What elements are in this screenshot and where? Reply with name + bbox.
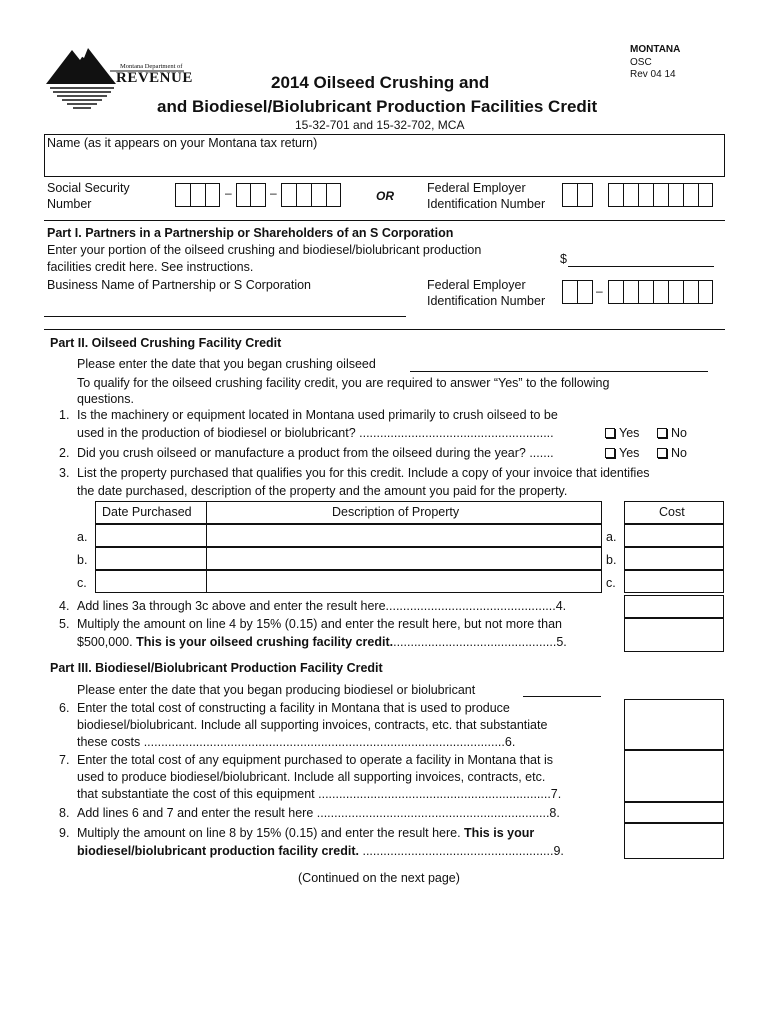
row-a-cost-input[interactable] xyxy=(624,524,724,547)
row-b-description-input[interactable] xyxy=(206,547,602,570)
q1-no-checkbox[interactable] xyxy=(657,426,687,440)
row-c-date-input[interactable] xyxy=(95,570,207,593)
section-divider-1 xyxy=(44,220,725,221)
part1-fein-dash: – xyxy=(596,284,603,298)
row-b-right-label: b. xyxy=(606,553,617,567)
line5-amount-input[interactable] xyxy=(624,618,724,652)
q3-text: List the property purchased that qualifies you for this credit. Include a copy of your invoice that identifies xyxy=(77,466,650,480)
row-c-description-input[interactable] xyxy=(206,570,602,593)
column-header-date: Date Purchased xyxy=(102,505,192,519)
q2-yes-label: Yes xyxy=(619,446,640,460)
line9-credit-intro: This is your xyxy=(464,826,535,840)
q1-text: Is the machinery or equipment located in Montana used primarily to crush oilseed to be xyxy=(77,408,558,422)
row-a-right-label: a. xyxy=(606,530,617,544)
part1-fein-label: Federal Employer xyxy=(427,278,526,292)
row-a-label: a. xyxy=(77,530,88,544)
q2-text: Did you crush oilseed or manufacture a product from the oilseed during the year? ....... xyxy=(77,446,554,460)
row-b-date-input[interactable] xyxy=(95,547,207,570)
ssn-field-part3[interactable] xyxy=(281,183,341,207)
business-name-label: Business Name of Partnership or S Corporation xyxy=(47,278,312,292)
line7-number: 7. xyxy=(59,753,70,767)
line8-amount-input[interactable] xyxy=(624,802,724,823)
row-c-label: c. xyxy=(77,576,87,590)
ssn-field-part1[interactable] xyxy=(175,183,220,207)
part1-fein-field-part2[interactable] xyxy=(608,280,713,304)
line9-number: 9. xyxy=(59,826,70,840)
row-a-date-input[interactable] xyxy=(95,524,207,547)
part2-date-prompt: Please enter the date that you began crushing oilseed xyxy=(77,357,376,371)
line9-text-2 xyxy=(77,844,624,858)
ssn-label: Social Security xyxy=(47,181,130,195)
checkbox-icon xyxy=(605,428,615,438)
line6-number: 6. xyxy=(59,701,70,715)
line9-credit-label: biodiesel/biolubricant production facility credit. xyxy=(77,844,359,858)
page-title-line2: and Biodiesel/Biolubricant Production Facilities Credit xyxy=(157,97,598,116)
line5-cap-amount: $500,000. xyxy=(77,635,133,649)
ssn-label-2: Number xyxy=(47,197,92,211)
ssn-dash-1: – xyxy=(225,186,232,200)
line4-amount-input[interactable] xyxy=(624,595,724,618)
line6-text-2: biodiesel/biolubricant. Include all supporting invoices, contracts, etc. that substantiate xyxy=(77,718,548,732)
fein-label-2: Identification Number xyxy=(427,197,546,211)
line8-number: 8. xyxy=(59,806,70,820)
line7-text-3: that substantiate the cost of this equipment ...................................................................7. xyxy=(77,787,562,801)
line8-text: Add lines 6 and 7 and enter the result here ...................................................................8. xyxy=(77,806,560,820)
line7-amount-input[interactable] xyxy=(624,750,724,802)
line6-text-3: these costs ........................................................................................................6. xyxy=(77,735,516,749)
fein-field-part2[interactable] xyxy=(608,183,713,207)
name-field-label: Name (as it appears on your Montana tax return) xyxy=(47,136,318,150)
line9-amount-input[interactable] xyxy=(624,823,724,859)
form-code: OSC xyxy=(630,57,652,68)
part3-date-prompt: Please enter the date that you began producing biodiesel or biolubricant xyxy=(77,683,476,697)
q3-text-2: the date purchased, description of the property and the amount you paid for the property. xyxy=(77,484,568,498)
line6-amount-input[interactable] xyxy=(624,699,724,750)
part3-heading: Part III. Biodiesel/Biolubricant Production Facility Credit xyxy=(50,661,383,675)
q2-no-label: No xyxy=(671,446,687,460)
line5-credit-label: This is your oilseed crushing facility credit. xyxy=(136,635,394,649)
row-b-label: b. xyxy=(77,553,88,567)
part1-fein-field-part1[interactable] xyxy=(562,280,593,304)
row-c-right-label: c. xyxy=(606,576,616,590)
line9-instruction: Multiply the amount on line 8 by 15% (0.15) and enter the result here. xyxy=(77,826,461,840)
ssn-dash-2: – xyxy=(270,186,277,200)
q1-yes-checkbox[interactable] xyxy=(605,426,639,440)
continued-note: (Continued on the next page) xyxy=(298,871,460,885)
part1-dollar-sign: $ xyxy=(560,252,567,266)
line5-text: Multiply the amount on line 4 by 15% (0.15) and enter the result here, but not more than xyxy=(77,617,563,631)
logo-dept-text: Montana Department of xyxy=(120,63,183,70)
q1-number: 1. xyxy=(59,408,70,422)
q2-yes-checkbox[interactable] xyxy=(605,446,639,460)
line4-number: 4. xyxy=(59,599,70,613)
part1-heading: Part I. Partners in a Partnership or Shareholders of an S Corporation xyxy=(47,226,454,240)
page-title-line1: 2014 Oilseed Crushing and xyxy=(271,73,490,92)
part2-qualify-text-2: questions. xyxy=(77,392,134,406)
or-separator: OR xyxy=(376,189,394,203)
business-name-input[interactable] xyxy=(44,316,406,317)
line6-text: Enter the total cost of constructing a facility in Montana that is used to produce xyxy=(77,701,510,715)
row-c-cost-input[interactable] xyxy=(624,570,724,593)
part1-instructions-line1: Enter your portion of the oilseed crushing and biodiesel/biolubricant production xyxy=(47,243,482,257)
q1-text-2: used in the production of biodiesel or biolubricant? ........................................................ xyxy=(77,426,554,440)
part2-qualify-text: To qualify for the oilseed crushing facility credit, you are required to answer “Yes” to the following xyxy=(77,376,610,390)
line5-text-2 xyxy=(77,635,624,649)
part1-instructions-line2: facilities credit here. See instructions. xyxy=(47,260,254,274)
part2-heading: Part II. Oilseed Crushing Facility Credit xyxy=(50,336,282,350)
line4-text: Add lines 3a through 3c above and enter the result here.................................................4. xyxy=(77,599,567,613)
ssn-field-part2[interactable] xyxy=(236,183,266,207)
part1-fein-label-2: Identification Number xyxy=(427,294,546,308)
part1-credit-amount-input[interactable] xyxy=(568,266,714,267)
line7-text: Enter the total cost of any equipment purchased to operate a facility in Montana that is xyxy=(77,753,553,767)
state-label: MONTANA xyxy=(630,44,681,55)
fein-label: Federal Employer xyxy=(427,181,526,195)
line9-leader: .......................................................9. xyxy=(362,844,564,858)
part2-date-input[interactable] xyxy=(410,371,708,372)
q2-no-checkbox[interactable] xyxy=(657,446,687,460)
checkbox-icon xyxy=(657,428,667,438)
q1-yes-label: Yes xyxy=(619,426,640,440)
line5-number: 5. xyxy=(59,617,70,631)
column-header-cost: Cost xyxy=(659,505,685,519)
line5-leader: ...............................................5. xyxy=(393,635,567,649)
logo-revenue-text: REVENUE xyxy=(116,70,193,86)
checkbox-icon xyxy=(657,448,667,458)
fein-field-part1[interactable] xyxy=(562,183,593,207)
part3-date-input[interactable] xyxy=(523,696,601,697)
row-b-cost-input[interactable] xyxy=(624,547,724,570)
line9-text xyxy=(77,826,534,840)
section-divider-2 xyxy=(44,329,725,330)
checkbox-icon xyxy=(605,448,615,458)
q3-number: 3. xyxy=(59,466,70,480)
column-header-description: Description of Property xyxy=(332,505,460,519)
revision-label: Rev 04 14 xyxy=(630,69,676,80)
q1-no-label: No xyxy=(671,426,687,440)
q2-number: 2. xyxy=(59,446,70,460)
statute-reference: 15-32-701 and 15-32-702, MCA xyxy=(295,118,465,132)
row-a-description-input[interactable] xyxy=(206,524,602,547)
line7-text-2: used to produce biodiesel/biolubricant. Include all supporting invoices, contracts, etc. xyxy=(77,770,546,784)
